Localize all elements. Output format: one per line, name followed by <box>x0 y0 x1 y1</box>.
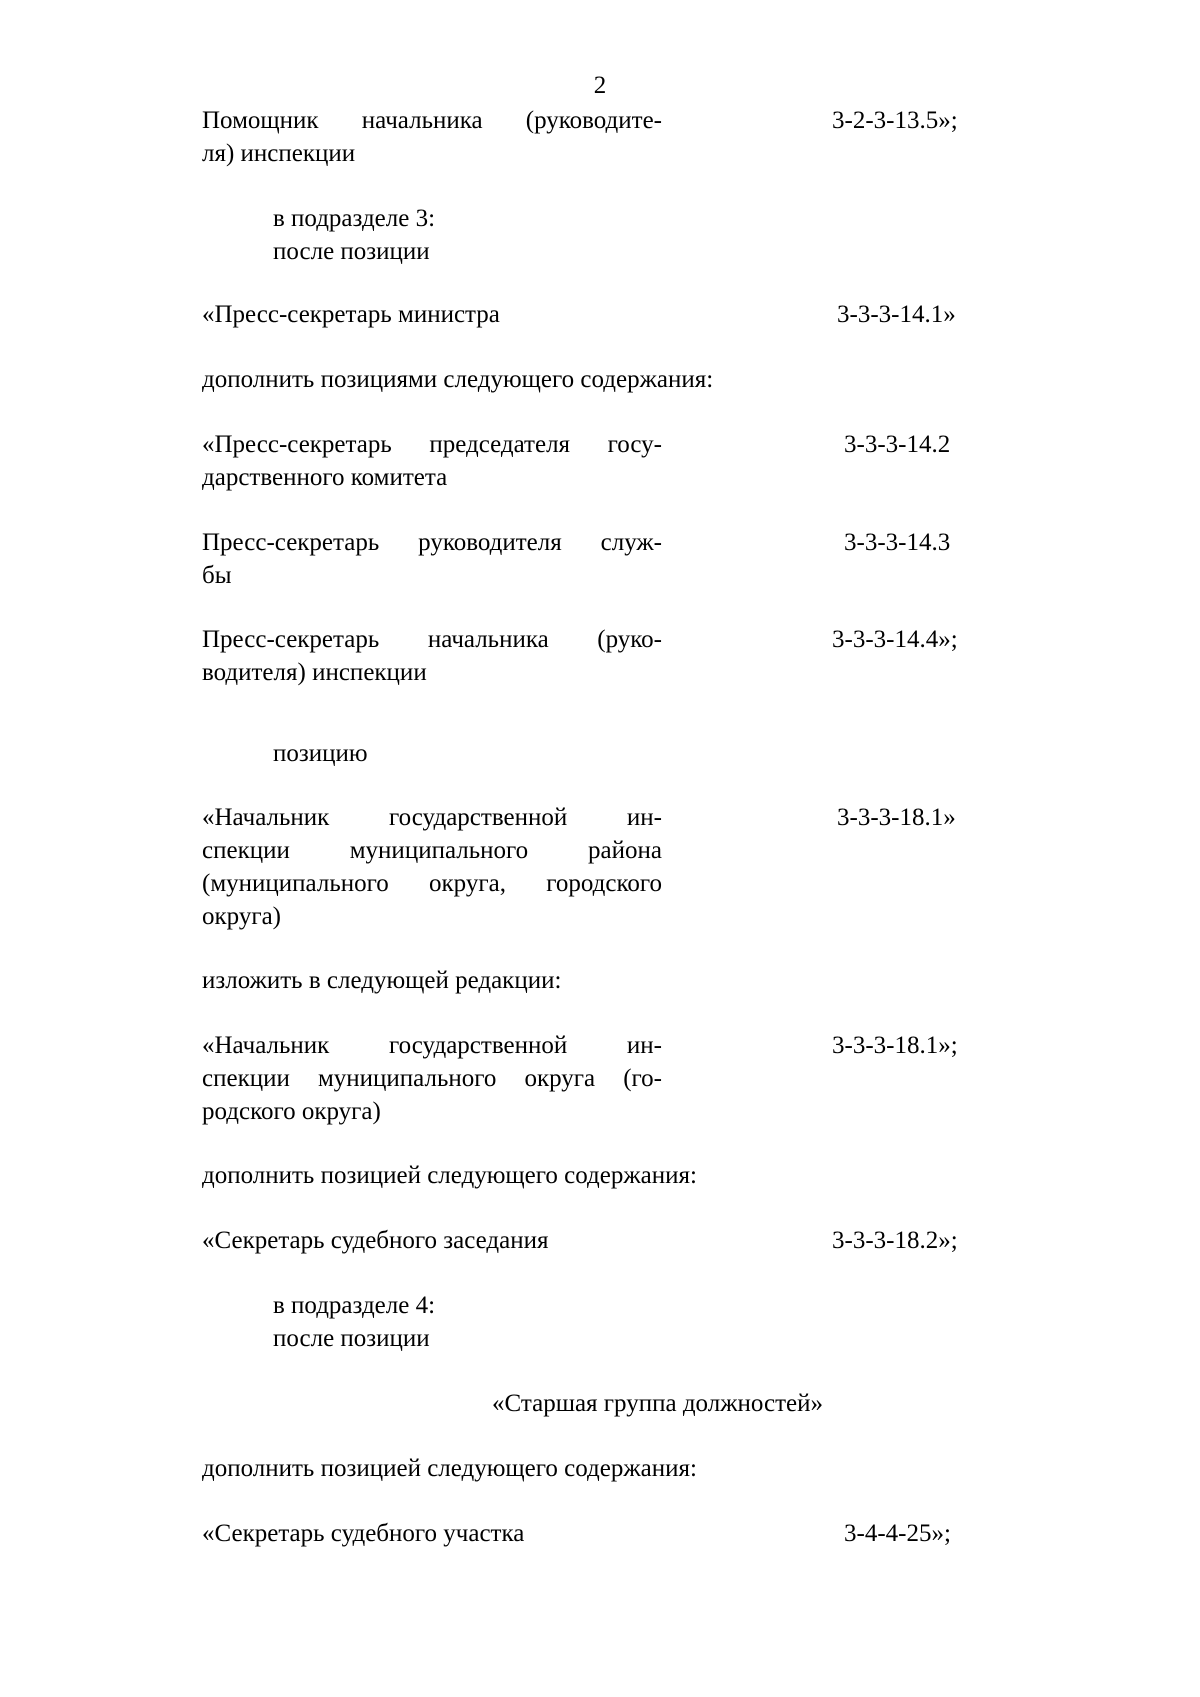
instruction-text: после позиции <box>273 1325 430 1352</box>
position-name <box>202 623 662 689</box>
page-number: 2 <box>593 72 607 99</box>
position-name-line: Пресс-секретарь начальника (руко- <box>202 626 662 653</box>
instruction-text: позицию <box>273 740 368 767</box>
position-code: 3-3-3-14.3 <box>844 529 951 556</box>
position-code: 3-3-3-18.1» <box>837 804 956 831</box>
position-name <box>202 1224 662 1257</box>
instruction-text: в подразделе 3: <box>273 205 436 232</box>
instruction-text: в подразделе 4: <box>273 1292 436 1319</box>
position-code: 3-4-4-25»; <box>844 1520 951 1547</box>
position-name-line: спекции муниципального района <box>202 837 662 864</box>
position-code: 3-3-3-14.4»; <box>832 626 958 653</box>
position-code: 3-3-3-18.1»; <box>832 1032 958 1059</box>
instruction-text: дополнить позицией следующего содержания: <box>202 1162 697 1189</box>
position-code: 3-3-3-14.1» <box>837 301 956 328</box>
position-name-line: округа) <box>202 903 281 930</box>
group-heading: «Старшая группа должностей» <box>492 1390 823 1417</box>
position-name-line: спекции муниципального округа (го- <box>202 1065 662 1092</box>
position-name-line: «Секретарь судебного заседания <box>202 1227 549 1254</box>
position-name-line: «Пресс-секретарь председателя госу- <box>202 431 662 458</box>
instruction-text: изложить в следующей редакции: <box>202 967 562 994</box>
position-name <box>202 428 662 494</box>
position-name-line: «Начальник государственной ин- <box>202 1032 662 1059</box>
position-code: 3-2-3-13.5»; <box>832 107 958 134</box>
position-code: 3-3-3-14.2 <box>844 431 951 458</box>
position-name-line: «Пресс-секретарь министра <box>202 301 500 328</box>
position-name <box>202 298 662 331</box>
position-code: 3-3-3-18.2»; <box>832 1227 958 1254</box>
position-name-line: Помощник начальника (руководите- <box>202 107 662 134</box>
position-name <box>202 104 662 170</box>
position-name-line: (муниципального округа, городского <box>202 870 662 897</box>
instruction-text: после позиции <box>273 238 430 265</box>
position-name-line: Пресс-секретарь руководителя служ- <box>202 529 662 556</box>
position-name <box>202 801 662 933</box>
position-name-line: ля) инспекции <box>202 140 356 167</box>
position-name-line: «Начальник государственной ин- <box>202 804 662 831</box>
position-name-line: водителя) инспекции <box>202 659 427 686</box>
position-name-line: бы <box>202 562 232 589</box>
position-name <box>202 1029 662 1128</box>
position-name <box>202 1517 662 1550</box>
position-name-line: «Секретарь судебного участка <box>202 1520 525 1547</box>
position-name-line: дарственного комитета <box>202 464 448 491</box>
instruction-text: дополнить позицией следующего содержания: <box>202 1455 697 1482</box>
instruction-text: дополнить позициями следующего содержания: <box>202 366 714 393</box>
position-name-line: родского округа) <box>202 1098 381 1125</box>
position-name <box>202 526 662 592</box>
